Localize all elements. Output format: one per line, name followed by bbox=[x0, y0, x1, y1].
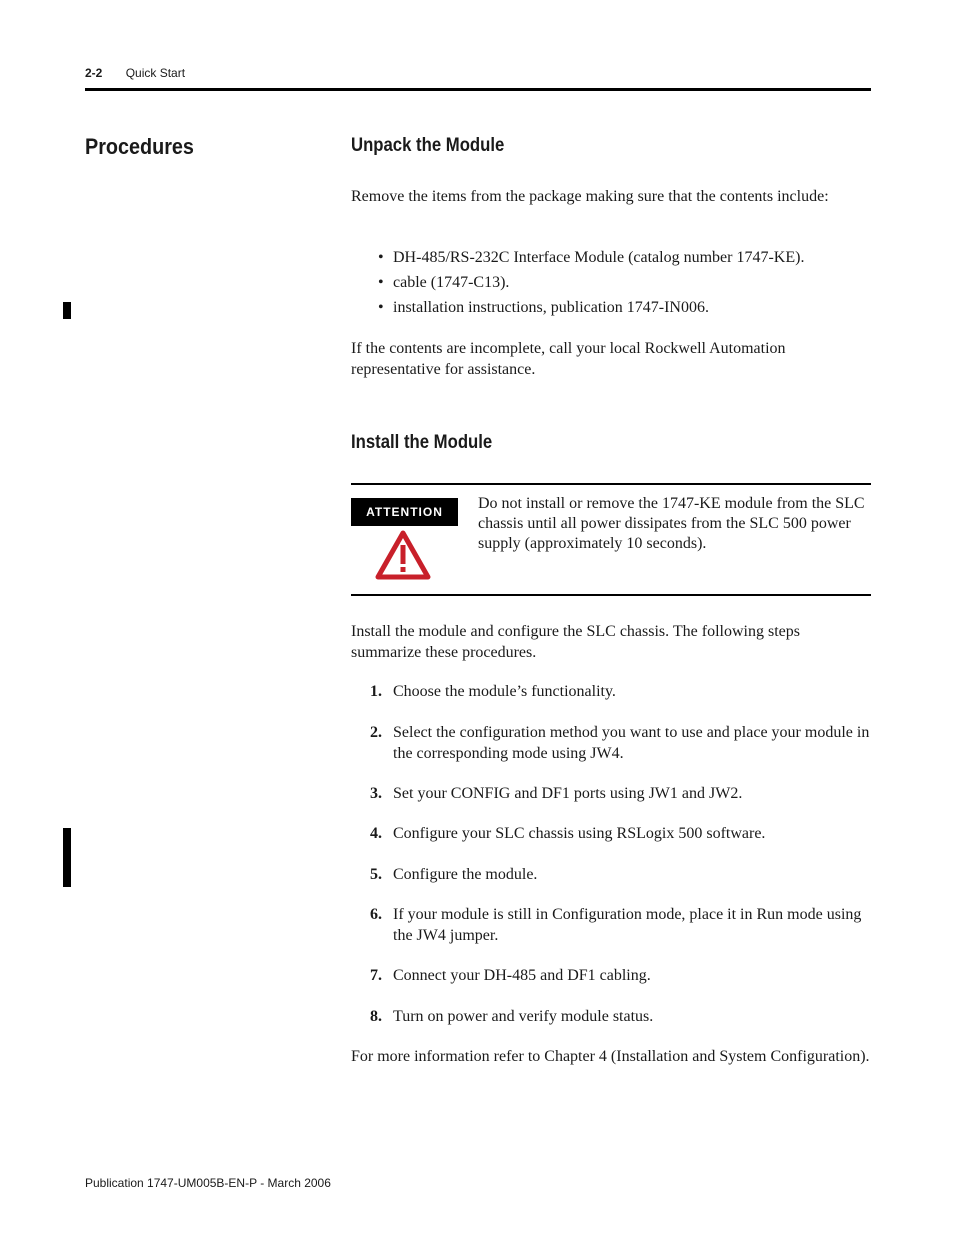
unpack-note: If the contents are incomplete, call your local Rockwell Automation representative for assistance. bbox=[351, 340, 786, 378]
sidebar-title: Procedures bbox=[85, 134, 194, 159]
attention-top-rule bbox=[351, 483, 871, 485]
change-bar bbox=[63, 302, 71, 319]
page-number: 2-2 bbox=[85, 66, 103, 80]
list-item: • cable (1747-C13). bbox=[378, 274, 510, 291]
attention-label: ATTENTION bbox=[351, 498, 458, 526]
attention-text: Do not install or remove the 1747-KE module from the SLC chassis until all power dissipates from the SLC 500 power supply (approximately 10 seconds). bbox=[478, 495, 865, 552]
warning-triangle-icon bbox=[375, 530, 431, 580]
list-item: 2. Select the configuration method you want to use and place your module in the corresponding mode using JW4. bbox=[370, 724, 870, 762]
contents-list bbox=[378, 248, 804, 323]
install-intro: Install the module and configure the SLC chassis. The following steps summarize these procedures. bbox=[351, 623, 800, 661]
list-item: 3. Set your CONFIG and DF1 ports using JW1 and JW2. bbox=[370, 785, 743, 802]
list-item: 5. Configure the module. bbox=[370, 866, 538, 883]
unpack-intro: Remove the items from the package making sure that the contents include: bbox=[351, 188, 829, 205]
install-heading: Install the Module bbox=[351, 432, 493, 453]
list-item: • installation instructions, publication 1747-IN006. bbox=[378, 299, 709, 316]
list-item: 7. Connect your DH-485 and DF1 cabling. bbox=[370, 967, 651, 984]
header-rule bbox=[85, 88, 871, 91]
closing-note: For more information refer to Chapter 4 (Installation and System Configuration). bbox=[351, 1048, 870, 1065]
section-name: Quick Start bbox=[125, 66, 186, 80]
running-header bbox=[85, 66, 185, 80]
list-item: • DH-485/RS-232C Interface Module (catalog number 1747-KE). bbox=[378, 249, 805, 266]
change-bar bbox=[63, 828, 71, 887]
attention-bottom-rule bbox=[351, 594, 871, 596]
unpack-heading: Unpack the Module bbox=[351, 135, 505, 156]
list-item: 6. If your module is still in Configuration mode, place it in Run mode using the JW4 jumper. bbox=[370, 906, 862, 944]
publication-footer: Publication 1747-UM005B-EN-P - March 2006 bbox=[85, 1176, 331, 1190]
list-item: 8. Turn on power and verify module status. bbox=[370, 1008, 654, 1025]
list-item: 1. Choose the module’s functionality. bbox=[370, 683, 616, 700]
list-item: 4. Configure your SLC chassis using RSLogix 500 software. bbox=[370, 825, 766, 842]
